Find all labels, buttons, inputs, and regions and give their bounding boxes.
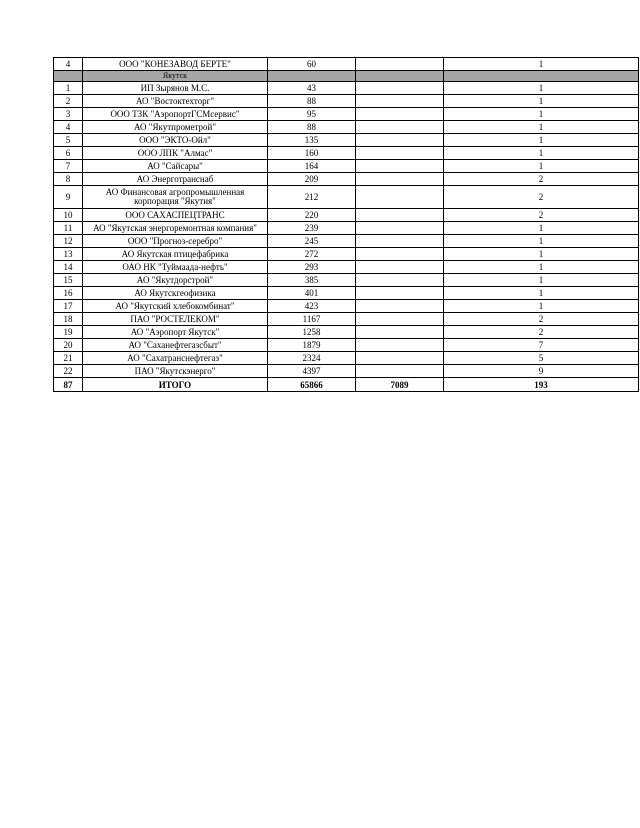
organization-name: ООО "ЭКТО-Ойл" [83, 134, 268, 147]
value-1: 423 [268, 300, 356, 313]
table-row [54, 121, 639, 134]
table-row [54, 134, 639, 147]
value-1: 164 [268, 160, 356, 173]
total-row [54, 378, 639, 392]
value-1: 220 [268, 209, 356, 222]
value-2 [356, 287, 444, 300]
table-row [54, 352, 639, 365]
table-row [54, 287, 639, 300]
table-row [54, 313, 639, 326]
row-number: 14 [54, 261, 83, 274]
organization-name: АО "Аэропорт Якутск" [83, 326, 268, 339]
value-2 [356, 313, 444, 326]
table-row [54, 173, 639, 186]
total-organization-name: ИТОГО [83, 378, 268, 392]
organization-name: АО Якутскгеофизика [83, 287, 268, 300]
row-number: 18 [54, 313, 83, 326]
value-2 [356, 121, 444, 134]
value-1: 43 [268, 82, 356, 95]
value-1: 1258 [268, 326, 356, 339]
row-number: 7 [54, 160, 83, 173]
value-2 [356, 248, 444, 261]
table-row [54, 300, 639, 313]
value-3: 2 [444, 326, 639, 339]
value-2 [356, 82, 444, 95]
value-2 [356, 95, 444, 108]
organization-name: АО Энерготранснаб [83, 173, 268, 186]
organization-name: АО "Якутская энергоремонтная компания" [83, 222, 268, 235]
total-value-1: 65866 [268, 378, 356, 392]
value-2 [356, 173, 444, 186]
value-1: 95 [268, 108, 356, 121]
row-number: 4 [54, 58, 83, 71]
value-3: 2 [444, 186, 639, 209]
organizations-table [53, 57, 639, 392]
organization-name: АО "Саханефтегазсбыт" [83, 339, 268, 352]
section-cell-empty [54, 71, 83, 82]
row-number: 11 [54, 222, 83, 235]
table-row [54, 261, 639, 274]
value-1: 209 [268, 173, 356, 186]
value-3: 1 [444, 108, 639, 121]
table-body [54, 58, 639, 392]
organization-name: АО "Сайсары" [83, 160, 268, 173]
value-2 [356, 352, 444, 365]
row-number: 15 [54, 274, 83, 287]
value-3: 1 [444, 58, 639, 71]
value-1: 2324 [268, 352, 356, 365]
row-number: 4 [54, 121, 83, 134]
row-number: 20 [54, 339, 83, 352]
value-1: 1167 [268, 313, 356, 326]
row-number: 22 [54, 365, 83, 378]
value-3: 1 [444, 235, 639, 248]
value-2 [356, 134, 444, 147]
value-1: 88 [268, 95, 356, 108]
row-number: 8 [54, 173, 83, 186]
value-2 [356, 326, 444, 339]
value-2 [356, 222, 444, 235]
value-3: 5 [444, 352, 639, 365]
organization-name: АО "Якутпрометрой" [83, 121, 268, 134]
value-3: 7 [444, 339, 639, 352]
value-1: 245 [268, 235, 356, 248]
value-2 [356, 339, 444, 352]
section-title: Якутск [83, 71, 268, 82]
value-3: 1 [444, 95, 639, 108]
value-1: 272 [268, 248, 356, 261]
table-row [54, 248, 639, 261]
organization-name: АО "Востоктехторг" [83, 95, 268, 108]
table-row [54, 82, 639, 95]
value-1: 160 [268, 147, 356, 160]
value-3: 2 [444, 313, 639, 326]
value-1: 212 [268, 186, 356, 209]
value-1: 293 [268, 261, 356, 274]
section-cell-empty [444, 71, 639, 82]
value-3: 1 [444, 82, 639, 95]
row-number: 3 [54, 108, 83, 121]
table-row [54, 365, 639, 378]
row-number: 13 [54, 248, 83, 261]
value-1: 385 [268, 274, 356, 287]
value-1: 60 [268, 58, 356, 71]
value-2 [356, 160, 444, 173]
organization-name: ООО "Прогноз-серебро" [83, 235, 268, 248]
value-3: 2 [444, 173, 639, 186]
table-row [54, 108, 639, 121]
value-1: 135 [268, 134, 356, 147]
organization-name: АО "Якутдорстрой" [83, 274, 268, 287]
row-number: 12 [54, 235, 83, 248]
row-number: 1 [54, 82, 83, 95]
value-2 [356, 365, 444, 378]
value-3: 1 [444, 274, 639, 287]
value-2 [356, 235, 444, 248]
table-row [54, 160, 639, 173]
organization-name: АО Якутская птицефабрика [83, 248, 268, 261]
value-2 [356, 147, 444, 160]
total-value-3: 193 [444, 378, 639, 392]
table-row [54, 326, 639, 339]
row-number: 2 [54, 95, 83, 108]
organization-name: ИП Зырянов М.С. [83, 82, 268, 95]
organization-name: ПАО "РОСТЕЛЕКОМ" [83, 313, 268, 326]
organization-name: ОАО НК "Туймаада-нефть" [83, 261, 268, 274]
value-1: 88 [268, 121, 356, 134]
row-number: 5 [54, 134, 83, 147]
row-number: 19 [54, 326, 83, 339]
section-header-row [54, 71, 639, 82]
row-number: 21 [54, 352, 83, 365]
row-number: 9 [54, 186, 83, 209]
organization-name: ООО "КОНЕЗАВОД БЕРТЕ" [83, 58, 268, 71]
value-3: 1 [444, 248, 639, 261]
table-row [54, 95, 639, 108]
organization-name: ООО САХАСПЕЦТРАНС [83, 209, 268, 222]
organization-name: АО Финансовая агропромышленная корпорация "Якутия" [83, 186, 268, 209]
value-1: 1879 [268, 339, 356, 352]
table-row [54, 274, 639, 287]
organization-name: ПАО "Якутскэнерго" [83, 365, 268, 378]
value-2 [356, 274, 444, 287]
total-value-2: 7089 [356, 378, 444, 392]
table-row [54, 222, 639, 235]
value-2 [356, 209, 444, 222]
section-cell-empty [356, 71, 444, 82]
table-row [54, 186, 639, 209]
value-1: 401 [268, 287, 356, 300]
value-3: 1 [444, 222, 639, 235]
value-1: 239 [268, 222, 356, 235]
organization-name: АО "Якутский хлебокомбинат" [83, 300, 268, 313]
value-2 [356, 186, 444, 209]
value-3: 1 [444, 160, 639, 173]
value-3: 2 [444, 209, 639, 222]
value-2 [356, 58, 444, 71]
organization-name: ООО ТЗК "АэропортГСМсервис" [83, 108, 268, 121]
value-2 [356, 108, 444, 121]
table-row [54, 339, 639, 352]
value-2 [356, 300, 444, 313]
section-cell-empty [268, 71, 356, 82]
table-row [54, 147, 639, 160]
row-number: 17 [54, 300, 83, 313]
row-number: 10 [54, 209, 83, 222]
value-3: 1 [444, 121, 639, 134]
value-3: 1 [444, 300, 639, 313]
value-1: 4397 [268, 365, 356, 378]
value-2 [356, 261, 444, 274]
table-row [54, 58, 639, 71]
value-3: 1 [444, 261, 639, 274]
value-3: 1 [444, 287, 639, 300]
value-3: 1 [444, 134, 639, 147]
table-row [54, 209, 639, 222]
row-number: 6 [54, 147, 83, 160]
row-number: 16 [54, 287, 83, 300]
organization-name: ООО ЛПК "Алмас" [83, 147, 268, 160]
table-row [54, 235, 639, 248]
value-3: 9 [444, 365, 639, 378]
organization-name: АО "Сахатранснефтегаз" [83, 352, 268, 365]
total-row-number: 87 [54, 378, 83, 392]
value-3: 1 [444, 147, 639, 160]
